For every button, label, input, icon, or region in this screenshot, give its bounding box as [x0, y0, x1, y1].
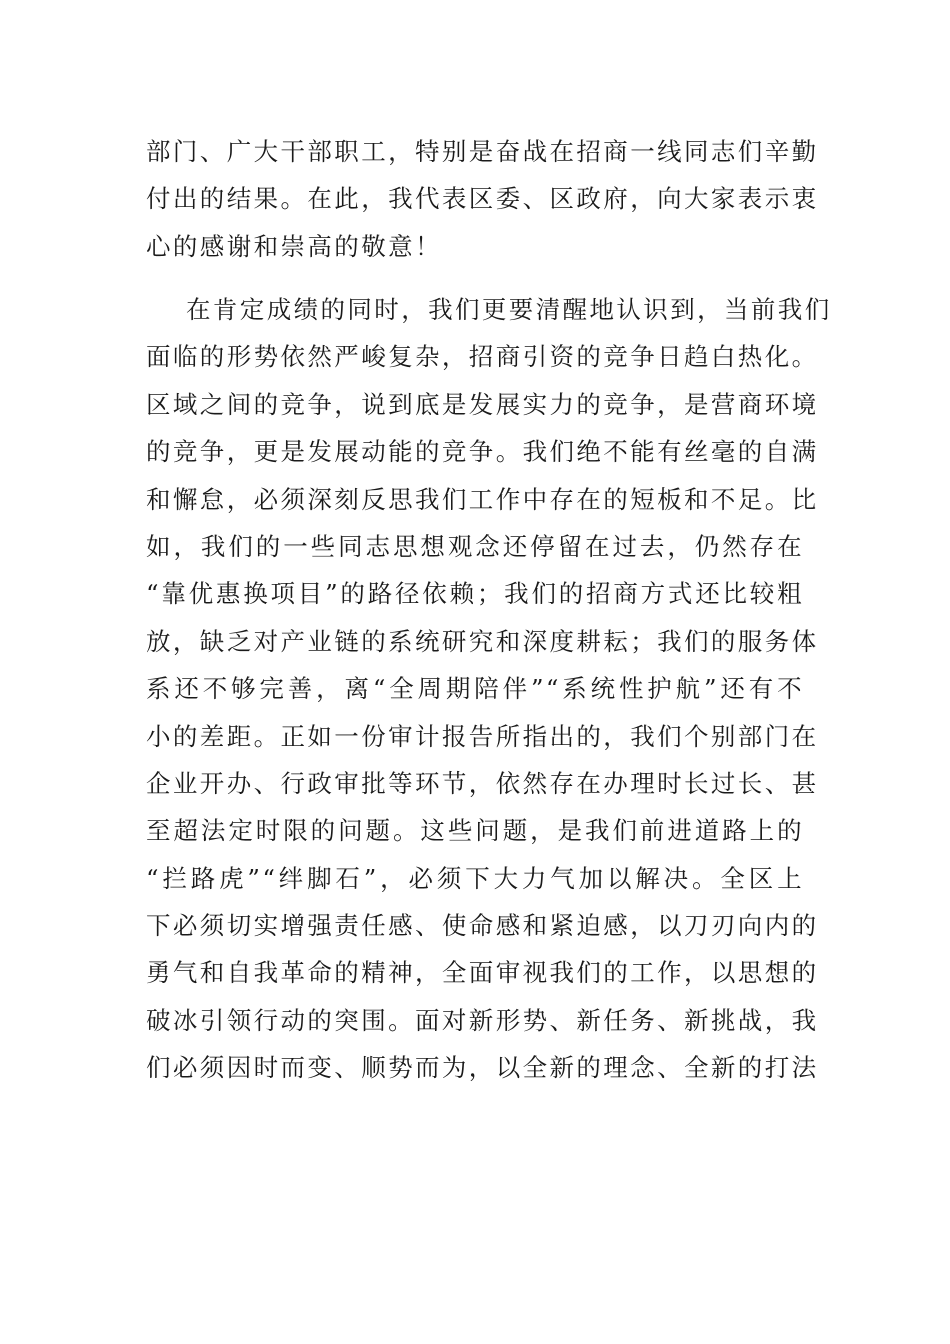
paragraph-line: 如，我们的一些同志思想观念还停留在过去，仍然存在 [146, 531, 804, 561]
paragraph-line: 心的感谢和崇高的敬意！ [146, 231, 442, 261]
paragraph-line: 付出的结果。在此，我代表区委、区政府，向大家表示衷 [146, 184, 819, 214]
paragraph-line: 和懈怠，必须深刻反思我们工作中存在的短板和不足。比 [146, 484, 819, 514]
paragraph-line: 放，缺乏对产业链的系统研究和深度耕耘；我们的服务体 [146, 626, 819, 656]
paragraph-2 [146, 286, 832, 1092]
paragraph-line: 破冰引领行动的突围。面对新形势、新任务、新挑战，我 [146, 1005, 819, 1035]
paragraph-line: 下必须切实增强责任感、使命感和紧迫感，以刀刃向内的 [146, 911, 819, 941]
paragraph-line: “拦路虎”“绊脚石”，必须下大力气加以解决。全区上 [146, 863, 804, 893]
paragraph-line: 区域之间的竞争，说到底是发展实力的竞争，是营商环境 [146, 389, 819, 419]
paragraph-line: “靠优惠换项目”的路径依赖；我们的招商方式还比较粗 [146, 579, 804, 609]
paragraph-line: 系还不够完善，离“全周期陪伴”“系统性护航”还有不 [146, 674, 804, 704]
paragraph-line: 勇气和自我革命的精神，全面审视我们的工作，以思想的 [146, 958, 819, 988]
paragraph-line: 至超法定时限的问题。这些问题，是我们前进道路上的 [146, 816, 804, 846]
paragraph-1 [146, 128, 819, 270]
paragraph-line: 在肯定成绩的同时，我们更要清醒地认识到，当前我们 [186, 295, 832, 324]
paragraph-line: 小的差距。正如一份审计报告所指出的，我们个别部门在 [146, 721, 819, 751]
paragraph-line: 的竞争，更是发展动能的竞争。我们绝不能有丝毫的自满 [146, 437, 819, 467]
paragraph-line: 面临的形势依然严峻复杂，招商引资的竞争日趋白热化。 [146, 342, 819, 372]
paragraph-line: 部门、广大干部职工，特别是奋战在招商一线同志们辛勤 [146, 137, 819, 166]
paragraph-line: 们必须因时而变、顺势而为，以全新的理念、全新的打法 [146, 1053, 819, 1083]
paragraph-line: 企业开办、行政审批等环节，依然存在办理时长过长、甚 [146, 768, 819, 798]
